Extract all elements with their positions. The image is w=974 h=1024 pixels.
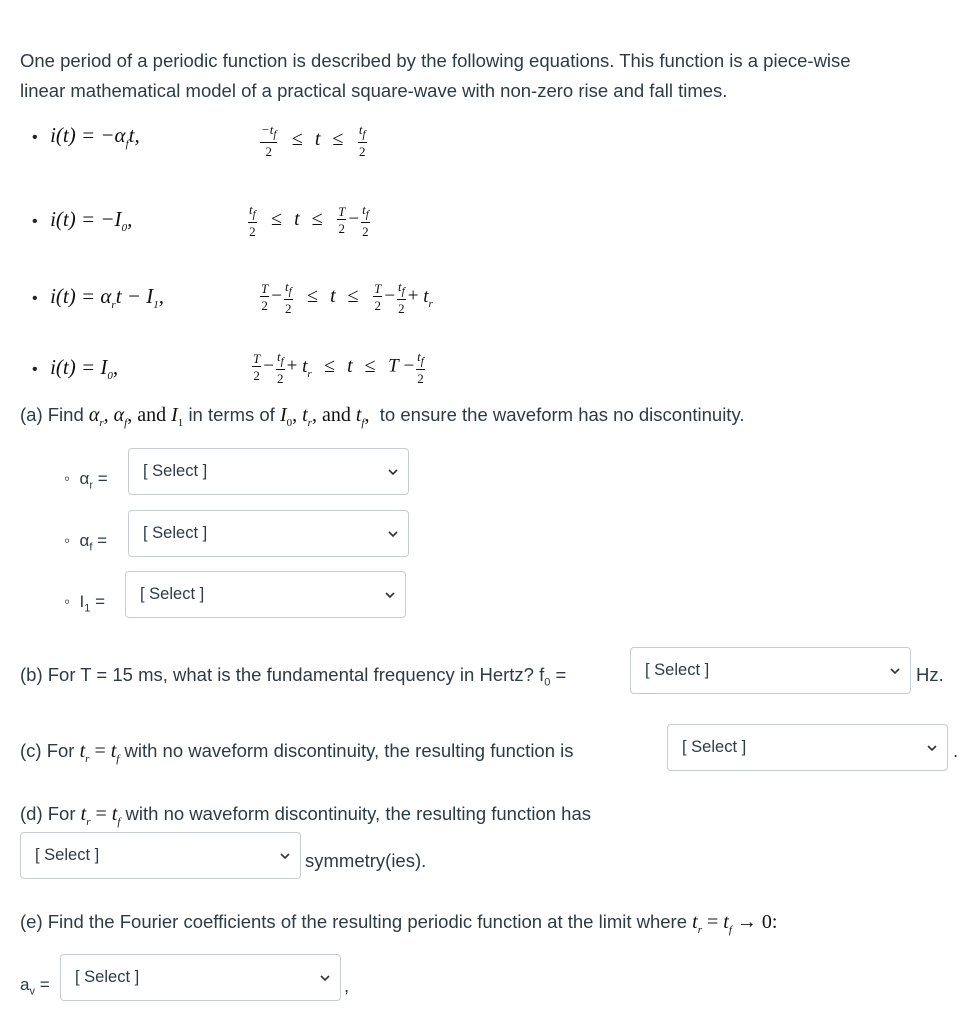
- function-type-select[interactable]: [ Select ]: [667, 724, 948, 771]
- equation-1: • $i(t) = -\alpha_ft$,: [32, 123, 140, 151]
- part-a-prompt: (a) Find $\alpha_r$, $\alpha_f$, and $I_1$ in terms of $I_0$, $t_r$, and $t_f$, to ensure the waveform has no discontinuity.: [20, 404, 745, 429]
- hz-unit: Hz.: [916, 664, 944, 685]
- av-comma: ,: [344, 975, 350, 996]
- part-c-prompt: (c) For $t_r = t_f$ with no waveform discontinuity, the resulting function is: [20, 740, 574, 765]
- chevron-down-icon: [387, 466, 399, 478]
- equation-4: • $i(t) = I_0$,: [32, 355, 119, 383]
- symmetry-select[interactable]: [ Select ]: [20, 832, 301, 879]
- chevron-down-icon: [279, 850, 291, 862]
- i1-select[interactable]: [ Select ]: [125, 571, 406, 618]
- av-label: $a_v$ =: [20, 975, 50, 998]
- intro-line-1: One period of a periodic function is described by the following equations. This function is a piece-wise: [20, 50, 851, 71]
- frequency-select[interactable]: [ Select ]: [630, 647, 911, 694]
- chevron-down-icon: [319, 972, 331, 984]
- alpha-r-select[interactable]: [ Select ]: [128, 448, 409, 495]
- chevron-down-icon: [387, 528, 399, 540]
- chevron-down-icon: [889, 665, 901, 677]
- equation-1-range: $\frac{-t_f}{2}$ ≤ t ≤ $\frac{t_f}{2}$: [261, 122, 366, 159]
- av-select[interactable]: [ Select ]: [60, 954, 341, 1001]
- equation-2-range: $\frac{t_f}{2}$ ≤ t ≤ $\frac{T}{2}$ − $\frac{t_f}{2}$: [249, 202, 369, 239]
- part-e-prompt: (e) Find the Fourier coefficients of the resulting periodic function at the limit where $t_r = t_f \to 0$:: [20, 911, 778, 936]
- intro-line-2: linear mathematical model of a practical square-wave with non-zero rise and fall times.: [20, 80, 728, 101]
- equation-3-range: $\frac{T}{2}$ − $\frac{t_f}{2}$ ≤ t ≤ $\frac{T}{2}$ − $\frac{t_f}{2}$ + $t_r$: [261, 279, 433, 316]
- alpha-f-label: ◦ $\alpha_f$ =: [64, 531, 108, 554]
- equation-2: • $i(t) = -I_0$,: [32, 207, 133, 235]
- part-d-prompt: (d) For $t_r = t_f$ with no waveform discontinuity, the resulting function has: [20, 803, 592, 828]
- alpha-r-label: ◦ $\alpha_r$ =: [64, 469, 108, 492]
- equation-4-range: $\frac{T}{2}$ − $\frac{t_f}{2}$ + $t_r \le t \le T$ − $\frac{t_f}{2}$: [253, 349, 424, 386]
- part-c-period: .: [953, 740, 959, 761]
- symmetry-suffix: symmetry(ies).: [305, 850, 427, 871]
- alpha-f-select[interactable]: [ Select ]: [128, 510, 409, 557]
- chevron-down-icon: [926, 742, 938, 754]
- i1-label: ◦ $I_1$ =: [64, 592, 105, 615]
- part-b-prompt: (b) For T = 15 ms, what is the fundamental frequency in Hertz? $f_0$ =: [20, 664, 567, 689]
- equation-3: • $i(t) = \alpha_rt - I_1$,: [32, 284, 164, 312]
- chevron-down-icon: [384, 589, 396, 601]
